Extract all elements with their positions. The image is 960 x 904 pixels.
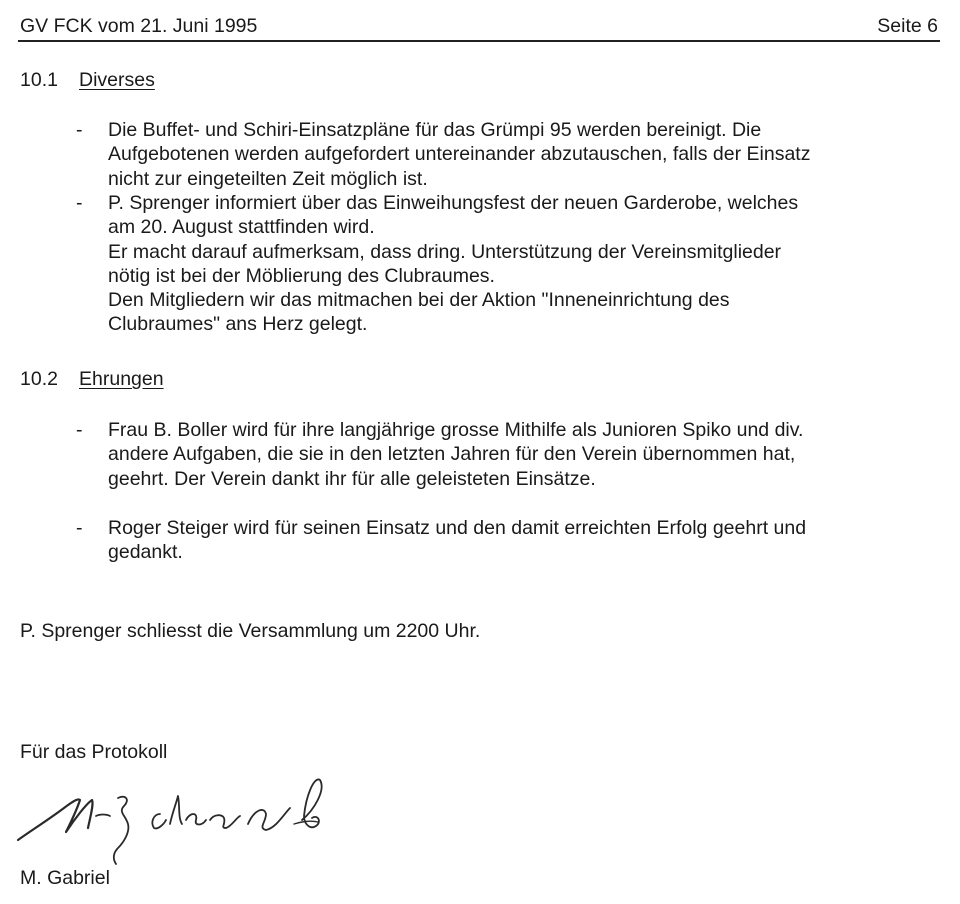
header-rule [18, 40, 940, 42]
bullet-marker: - [76, 192, 83, 214]
bullet-text [108, 191, 938, 337]
section-heading-ehrungen [20, 367, 164, 391]
page-header [18, 10, 940, 42]
bullet-marker: - [76, 419, 83, 441]
section-heading-diverses [20, 68, 155, 92]
text-line: Clubraumes" ans Herz gelegt. [108, 313, 368, 336]
protocol-label: Für das Protokoll [20, 741, 168, 763]
page-number: Seite 6 [877, 15, 938, 37]
bullet-text [108, 516, 938, 565]
text-line: Roger Steiger wird für seinen Einsatz und den damit erreichten Erfolg geehrt und [108, 517, 807, 539]
signer-name: M. Gabriel [20, 867, 110, 889]
text-line: Er macht darauf aufmerksam, dass dring. Unterstützung der Vereinsmitglieder [108, 240, 782, 263]
section-number: 10.1 [20, 69, 58, 91]
text-line: Den Mitgliedern wir das mitmachen bei der Aktion "Inneneinrichtung des [108, 289, 730, 312]
text-line: andere Aufgaben, die sie in den letzten Jahren für den Verein übernommen hat, [108, 443, 796, 466]
bullet-text [108, 418, 938, 491]
header-title: GV FCK vom 21. Juni 1995 [20, 15, 258, 37]
text-line: nötig ist bei der Möblierung des Clubraumes. [108, 264, 495, 287]
bullet-marker: - [76, 517, 83, 539]
closing-statement: P. Sprenger schliesst die Versammlung um 2200 Uhr. [20, 620, 481, 642]
text-line: Aufgebotenen werden aufgefordert untereinander abzutauschen, falls der Einsatz [108, 143, 811, 166]
text-line: geehrt. Der Verein dankt ihr für alle geleisteten Einsätze. [108, 467, 596, 490]
text-line: am 20. August stattfinden wird. [108, 216, 375, 239]
text-line: Frau B. Boller wird für ihre langjährige grosse Mithilfe als Junioren Spiko und div. [108, 419, 804, 441]
bullet-marker: - [76, 119, 83, 141]
text-line: Die Buffet- und Schiri-Einsatzpläne für das Grümpi 95 werden bereinigt. Die [108, 119, 762, 141]
text-line: gedankt. [108, 541, 183, 564]
signature-icon [14, 770, 334, 870]
section-number: 10.2 [20, 368, 58, 390]
text-line: P. Sprenger informiert über das Einweihungsfest der neuen Garderobe, welches [108, 192, 799, 214]
section-title: Diverses [79, 69, 155, 91]
text-line: nicht zur eingeteilten Zeit möglich ist. [108, 167, 428, 190]
section-title: Ehrungen [79, 368, 164, 390]
bullet-text [108, 118, 938, 191]
